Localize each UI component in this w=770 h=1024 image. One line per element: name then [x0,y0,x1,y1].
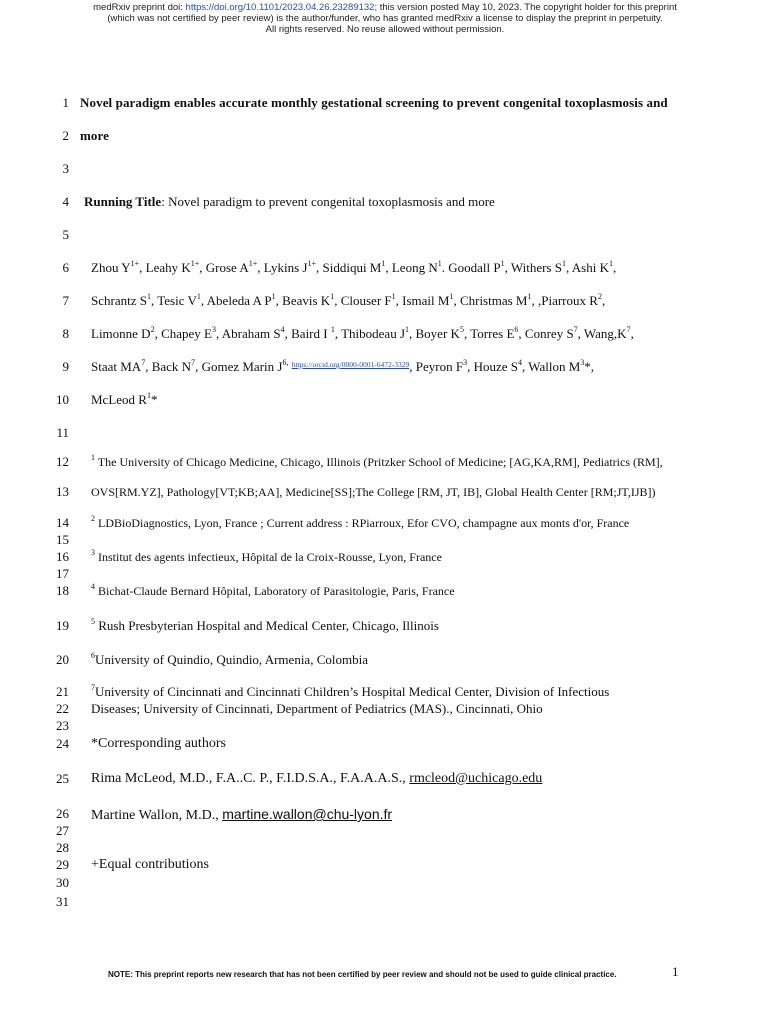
running-title: Running Title: Novel paradigm to prevent congenital toxoplasmosis and more [84,194,495,209]
preprint-header-line3: All rights reserved. No reuse allowed without permission. [265,24,505,35]
line-number: 3 [62,161,69,176]
line-number: 6 [62,260,69,275]
line-number: 16 [56,549,69,564]
authors-line-9: Staat $MA^7$, Back $N^7$, Gomez Marin $J^{6,}$ $^{https://orcid.org/0000-0001-6472-3329}$, Peyron $F^3$, Houze $S^4$, Wallon $M^3*$, [91,357,595,374]
affiliation-5: $^5$ Rush Presbyterian Hospital and Medical Center, Chicago, Illinois [91,616,439,633]
line-number: 15 [56,532,69,547]
line-number: 13 [56,484,69,499]
affiliation-4: $^4$ Bichat-Claude Bernard Hôpital, Laboratory of Parasitologie, Paris, France [91,582,455,598]
line-number: 11 [56,425,69,440]
doi-link[interactable]: https://doi.org/10.1101/2023.04.26.23289132 [185,2,375,13]
line-number: 7 [62,293,69,308]
preprint-disclaimer: NOTE: This preprint reports new research that has not been certified by peer review and should not be used to guide clinical practice. [108,970,617,979]
authors-line-6: Zhou $Y^{1+}$, Leahy $K^{1+}$, Grose $A^{1+}$, Lykins $J^{1+}$, Siddiqui $M^1$, Leong $N^1$. Goodall $P^1$, Withers $S^1$, Ashi $K^1$, [91,258,617,275]
line-number: 21 [56,684,69,699]
corresponding-author-1: Rima McLeod, M.D., F.A..C. P., F.I.D.S.A., F.A.A.A.S., rmcleod@uchicago.edu [91,771,543,786]
corresponding-heading: *Corresponding authors [91,736,226,751]
affiliation-3: $^3$ Institut des agents infectieux, Hôpital de la Croix-Rousse, Lyon, France [91,548,442,564]
line-number: 29 [56,857,69,872]
line-number: 26 [56,806,69,821]
affiliation-1: $^1$ The University of Chicago Medicine, Chicago, Illinois (Pritzker School of Medicine; [AG,KA,RM], Pediatrics (RM], [91,453,663,469]
corresponding-author-2: Martine Wallon, M.D., martine.wallon@chu-lyon.fr [91,806,393,823]
line-number: 19 [56,618,69,633]
email-link-wallon[interactable]: martine.wallon@chu-lyon.fr [222,806,393,822]
preprint-header-line1: medRxiv preprint doi: https://doi.org/10.1101/2023.04.26.23289132; this version posted May 10, 2023. The copyright holder for this preprint [93,2,677,13]
line-number: 8 [62,326,69,341]
line-number: 18 [56,583,69,598]
line-number: 27 [56,823,69,838]
line-number: 20 [56,652,69,667]
line-number: 1 [62,95,69,110]
affiliation-7: $^7$University of Cincinnati and Cincinnati Children’s Hospital Medical Center, Division of Infectious [91,682,610,699]
line-number: 12 [56,454,69,469]
line-number: 17 [56,566,69,581]
affiliation-7-cont: Diseases; University of Cincinnati, Department of Pediatrics (MAS)., Cincinnati, Ohio [91,701,543,716]
line-number: 22 [56,701,69,716]
affiliation-6: $^6$University of Quindio, Quindio, Armenia, Colombia [91,650,368,667]
orcid-link[interactable]: https://orcid.org/0000-0001-6472-3329 [291,360,410,369]
affiliation-1-cont: OVS[RM.YZ], Pathology[VT;KB;AA], Medicine[SS];The College [RM, JT, IB], Global Health Center [RM;JT,IJB]) [91,485,656,499]
line-number: 28 [56,840,69,855]
line-number: 14 [56,515,69,530]
affiliation-2: $^2$ LDBioDiagnostics, Lyon, France ; Current address : RPiarroux, Efor CVO, champagne aux monts d'or, France [91,514,630,530]
equal-contributions-note: +Equal contributions [91,857,209,872]
line-number: 9 [62,359,69,374]
email-link-mcleod[interactable]: rmcleod@uchicago.edu [409,771,543,786]
authors-line-10: McLeod $R^1*$ [91,390,158,407]
line-number: 5 [62,227,69,242]
line-number: 24 [56,736,69,751]
line-number: 23 [56,718,69,733]
paper-title-line2: more [80,128,110,143]
line-number: 10 [56,392,69,407]
authors-line-8: Limonne $D^2$, Chapey $E^3$, Abraham $S^4$, Baird I $^1$, Thibodeau $J^1$, Boyer $K^5$, Torres $E^6$, Conrey $S^7$, $Wang,K^7$, [91,324,634,341]
page-number: 1 [672,964,679,979]
line-number: 4 [62,194,69,209]
authors-line-7: Schrantz $S^1$, Tesic $V^1$, Abeleda A $P^1$, Beavis $K^1$, Clouser $F^1$, Ismail $M^1$, Christmas $M^1$, ,Piarroux $R^2$, [91,291,606,308]
line-number: 25 [56,771,69,786]
line-number: 2 [62,128,69,143]
line-number: 31 [56,894,69,909]
line-number: 30 [56,875,69,890]
paper-title-line1: Novel paradigm enables accurate monthly gestational screening to prevent congenital toxoplasmosis and [80,95,668,110]
preprint-header-line2: (which was not certified by peer review) is the author/funder, who has granted medRxiv a license to display the preprint in perpetuity. [107,13,663,24]
